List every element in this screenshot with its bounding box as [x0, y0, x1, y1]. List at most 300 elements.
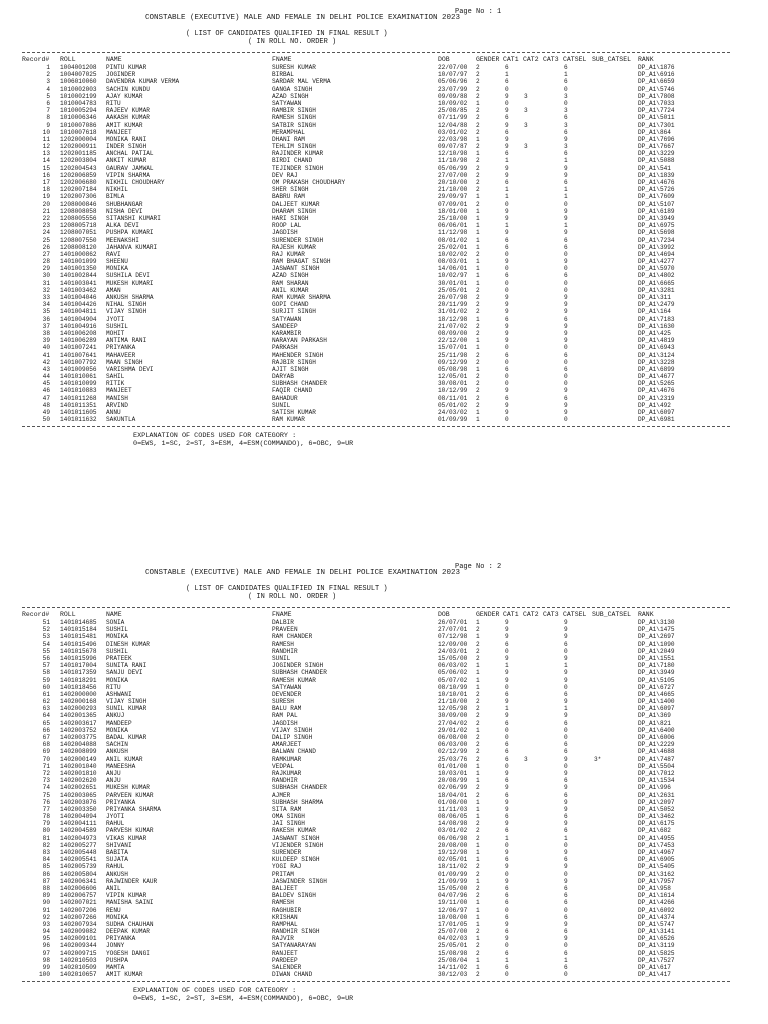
- table-row: [0, 921, 768, 928]
- cell-rank: DP_A1\1630: [638, 322, 675, 330]
- cell-name: JOGINDER: [106, 71, 136, 79]
- cell-father-name: OM PRAKASH CHOUDHARY: [272, 179, 346, 186]
- cell-father-name: VEDPAL: [272, 762, 294, 770]
- cell-father-name: RAM KUMAR: [272, 416, 305, 424]
- cell-father-name: OMA SINGH: [272, 813, 305, 821]
- cell-catsel: 3: [564, 143, 568, 151]
- cell-roll: 1402006606: [60, 884, 97, 892]
- cell-roll: 1401015481: [60, 633, 97, 641]
- cell-dob: 22/12/00: [438, 337, 468, 345]
- cell-name: RAJEEV KUMAR: [106, 107, 150, 115]
- cell-rank: DP_A1\1839: [638, 171, 675, 179]
- cell-name: BABITA: [106, 849, 128, 856]
- cell-record: 33: [42, 294, 50, 301]
- header-cat3: CAT3: [543, 56, 559, 63]
- cell-catsel: 0: [564, 358, 568, 366]
- cell-roll: 1402007934: [60, 920, 97, 928]
- cell-name: SACHIN KUNDU: [106, 85, 150, 93]
- cell-cat1: 9: [505, 107, 509, 115]
- cell-catsel: 6: [564, 748, 568, 756]
- cell-dob: 01/09/99: [438, 416, 468, 424]
- cell-catsel: 6: [564, 964, 568, 971]
- cell-cat1: 6: [505, 884, 509, 892]
- cell-cat1: 6: [505, 272, 509, 280]
- cell-father-name: DALBIR: [272, 619, 294, 626]
- cell-roll: 1208005556: [60, 214, 97, 222]
- cell-dob: 30/09/00: [438, 712, 468, 720]
- table-row: [0, 892, 768, 899]
- cell-name: SACHIN: [106, 741, 128, 749]
- cell-record: 4: [46, 85, 50, 93]
- cell-dob: 08/10/99: [438, 683, 468, 691]
- cell-rank: DP_A1\1400: [638, 698, 675, 706]
- cell-catsel: 0: [564, 279, 568, 287]
- table-row: [0, 669, 768, 676]
- cell-record: 3: [46, 78, 50, 86]
- cell-dob: 26/07/98: [438, 294, 468, 301]
- cell-rank: DP_A1\6916: [638, 71, 675, 79]
- cell-gender: 1: [476, 877, 480, 885]
- cell-record: 79: [42, 820, 50, 828]
- cell-roll: 1010006346: [60, 114, 97, 122]
- cell-roll: 1401018456: [60, 683, 97, 691]
- cell-roll: 1401015678: [60, 647, 97, 655]
- cell-record: 81: [42, 834, 50, 842]
- cell-catsel: 9: [564, 935, 568, 943]
- cell-dob: 10/02/97: [438, 272, 468, 280]
- cell-dob: 04/07/96: [438, 892, 468, 900]
- cell-cat1: 9: [505, 164, 509, 172]
- table-row: [0, 114, 768, 121]
- table-row: [0, 215, 768, 222]
- cell-catsel: 9: [564, 135, 568, 143]
- cell-dob: 04/02/03: [438, 935, 468, 943]
- cell-dob: 12/04/88: [438, 121, 468, 129]
- header-dob: DOB: [438, 56, 450, 63]
- table-row: [0, 373, 768, 380]
- cell-cat1: 9: [505, 308, 509, 316]
- cell-dob: 15/07/01: [438, 344, 468, 352]
- cell-name: MUKESH KUMARI: [106, 279, 154, 287]
- cell-father-name: SATISH KUMAR: [272, 409, 316, 416]
- cell-cat1: 9: [505, 207, 509, 215]
- table-row: [0, 352, 768, 359]
- cell-record: 86: [42, 870, 50, 878]
- cell-rank: DP_A1\2097: [638, 798, 675, 806]
- cell-name: MONIKA: [106, 676, 128, 684]
- cell-catsel: 6: [564, 64, 568, 71]
- cell-gender: 1: [476, 964, 480, 971]
- cell-gender: 1: [476, 849, 480, 856]
- cell-gender: 1: [476, 726, 480, 734]
- table-row: [0, 691, 768, 698]
- cell-catsel: 6: [564, 777, 568, 785]
- footer-divider: [22, 426, 730, 427]
- table-row: [0, 316, 768, 323]
- cell-rank: DP_A1\3124: [638, 351, 675, 359]
- cell-gender: 1: [476, 956, 480, 964]
- cell-record: 23: [42, 222, 50, 230]
- cell-cat1: 9: [505, 171, 509, 179]
- cell-record: 75: [42, 791, 50, 799]
- cell-roll: 1402009715: [60, 949, 97, 957]
- cell-roll: 1402005277: [60, 841, 97, 849]
- cell-record: 44: [42, 373, 50, 381]
- cell-rank: DP_A1\4665: [638, 690, 675, 698]
- cell-catsel: 9: [564, 920, 568, 928]
- cell-gender: 1: [476, 683, 480, 691]
- cell-catsel: 0: [564, 841, 568, 849]
- cell-cat1: 1: [505, 193, 509, 201]
- cell-roll: 1401017004: [60, 662, 97, 670]
- cell-father-name: RAJVIR: [272, 935, 294, 943]
- cell-gender: 2: [476, 971, 480, 979]
- cell-gender: 2: [476, 164, 480, 172]
- cell-cat2: 3: [524, 92, 528, 100]
- cell-gender: 2: [476, 121, 480, 129]
- cell-roll: 1402005804: [60, 870, 97, 878]
- cell-gender: 1: [476, 279, 480, 287]
- cell-record: 73: [42, 777, 50, 785]
- header-name: NAME: [106, 56, 122, 63]
- cell-father-name: VIJENDER SINGH: [272, 841, 324, 849]
- cell-record: 19: [42, 193, 50, 201]
- cell-name: SANJU DEVI: [106, 669, 143, 677]
- cell-gender: 2: [476, 186, 480, 194]
- cell-dob: 05/07/02: [438, 676, 468, 684]
- cell-name: MONIKA RANI: [106, 135, 147, 143]
- cell-cat1: 0: [505, 200, 509, 208]
- cell-rank: DP_A1\4677: [638, 373, 675, 381]
- cell-dob: 01/01/00: [438, 762, 468, 770]
- table-row: [0, 770, 768, 777]
- exam-title: CONSTABLE (EXECUTIVE) MALE AND FEMALE IN DELHI POLICE EXAMINATION 2023: [145, 14, 461, 22]
- cell-roll: 1202007184: [60, 186, 97, 194]
- cell-catsel: 9: [564, 877, 568, 885]
- cell-gender: 2: [476, 892, 480, 900]
- cell-rank: DP_A1\3229: [638, 150, 675, 158]
- cell-father-name: JASWANT SINGH: [272, 834, 320, 842]
- table-row: [0, 655, 768, 662]
- cell-gender: 1: [476, 214, 480, 222]
- cell-dob: 01/09/99: [438, 870, 468, 878]
- cell-gender: 2: [476, 286, 480, 294]
- cell-catsel: 1: [564, 956, 568, 964]
- cell-roll: 1401011605: [60, 409, 97, 416]
- cell-cat1: 9: [505, 322, 509, 330]
- cell-roll: 1402005541: [60, 856, 97, 864]
- cell-name: ARVIND: [106, 401, 128, 409]
- cell-cat1: 6: [505, 748, 509, 756]
- cell-gender: 1: [476, 236, 480, 244]
- cell-father-name: AJIT SINGH: [272, 365, 309, 373]
- cell-rank: DP_A1\164: [638, 308, 671, 316]
- cell-cat1: 6: [505, 365, 509, 373]
- cell-cat1: 9: [505, 698, 509, 706]
- cell-name: MONIKA: [106, 726, 128, 734]
- cell-catsel: 6: [564, 272, 568, 280]
- cell-roll: 1402003752: [60, 726, 97, 734]
- cell-father-name: RANJEET: [272, 949, 298, 957]
- cell-catsel: 9: [564, 387, 568, 395]
- cell-record: 99: [42, 964, 50, 971]
- table-row: [0, 777, 768, 784]
- cell-cat1: 0: [505, 286, 509, 294]
- cell-father-name: RAM PAL: [272, 712, 298, 720]
- cell-cat1: 9: [505, 769, 509, 777]
- cell-gender: 2: [476, 705, 480, 713]
- cell-father-name: BALDEV SINGH: [272, 892, 316, 900]
- cell-catsel: 9: [564, 619, 568, 626]
- cell-name: ANKUSH: [106, 870, 128, 878]
- cell-rank: DP_A1\7487: [638, 755, 675, 763]
- cell-dob: 07/11/99: [438, 114, 468, 122]
- cell-catsel: 6: [564, 856, 568, 864]
- table-row: [0, 129, 768, 136]
- header-sub-catsel: SUB_CATSEL: [592, 611, 632, 618]
- cell-rank: DP_A1\4266: [638, 899, 675, 907]
- cell-rank: DP_A1\6189: [638, 207, 675, 215]
- cell-roll: 1401011632: [60, 416, 97, 424]
- cell-dob: 11/12/98: [438, 229, 468, 237]
- cell-rank: DP_A1\4967: [638, 849, 675, 856]
- cell-roll: 1402004088: [60, 741, 97, 749]
- cell-rank: DP_A1\7180: [638, 662, 675, 670]
- cell-rank: DP_A1\7724: [638, 107, 675, 115]
- cell-dob: 20/08/99: [438, 777, 468, 785]
- cell-gender: 2: [476, 308, 480, 316]
- cell-cat1: 0: [505, 85, 509, 93]
- cell-gender: 1: [476, 135, 480, 143]
- cell-dob: 14/08/98: [438, 820, 468, 828]
- cell-record: 6: [46, 99, 50, 107]
- cell-name: ANKIT KUMAR: [106, 157, 147, 165]
- header-gender: GENDER: [476, 56, 500, 63]
- table-row: [0, 86, 768, 93]
- table-row: [0, 280, 768, 287]
- cell-name: DAVENDRA KUMAR VERMA: [106, 78, 180, 86]
- cell-gender: 2: [476, 358, 480, 366]
- cell-catsel: 9: [564, 308, 568, 316]
- cell-rank: DP_A1\3949: [638, 669, 675, 677]
- cell-gender: 1: [476, 676, 480, 684]
- table-row: [0, 971, 768, 978]
- cell-gender: 1: [476, 207, 480, 215]
- cell-cat1: 9: [505, 626, 509, 634]
- cell-father-name: BIRBAL: [272, 71, 294, 79]
- cell-rank: DP_A1\1876: [638, 64, 675, 71]
- cell-cat1: 9: [505, 712, 509, 720]
- cell-record: 10: [42, 128, 50, 136]
- cell-name: JYOTI: [106, 813, 125, 821]
- cell-cat1: 9: [505, 669, 509, 677]
- cell-father-name: MERAMPHAL: [272, 128, 305, 136]
- table-row: [0, 287, 768, 294]
- cell-name: MONIKA: [106, 265, 128, 273]
- cell-catsel: 0: [564, 971, 568, 979]
- table-row: [0, 806, 768, 813]
- explanation-title: EXPLANATION OF CODES USED FOR CATEGORY :: [133, 432, 297, 440]
- cell-name: NISHA DEVI: [106, 207, 143, 215]
- table-row: [0, 380, 768, 387]
- table-row: [0, 792, 768, 799]
- cell-name: JONNY: [106, 942, 125, 950]
- cell-rank: DP_A1\2697: [638, 633, 675, 641]
- cell-rank: DP_A1\6727: [638, 683, 675, 691]
- cell-rank: DP_A1\3228: [638, 358, 675, 366]
- cell-father-name: JAI SINGH: [272, 820, 305, 828]
- cell-name: ANKUSH SHARMA: [106, 294, 154, 301]
- table-row: [0, 222, 768, 229]
- cell-dob: 10/07/97: [438, 71, 468, 79]
- cell-roll: 1402001810: [60, 769, 97, 777]
- cell-roll: 1402007021: [60, 899, 97, 907]
- cell-rank: DP_A1\2049: [638, 647, 675, 655]
- table-row: [0, 727, 768, 734]
- cell-name: ANIL KUMAR: [106, 755, 143, 763]
- cell-catsel: 6: [564, 899, 568, 907]
- cell-roll: 1402000168: [60, 698, 97, 706]
- cell-roll: 1401017359: [60, 669, 97, 677]
- cell-gender: 2: [476, 942, 480, 950]
- cell-rank: DP_A1\3949: [638, 214, 675, 222]
- header-divider: [22, 52, 730, 53]
- cell-catsel: 9: [564, 164, 568, 172]
- cell-father-name: HARI SINGH: [272, 214, 309, 222]
- cell-cat1: 0: [505, 99, 509, 107]
- cell-cat1: 9: [505, 784, 509, 792]
- cell-catsel: 6: [564, 365, 568, 373]
- cell-gender: 2: [476, 107, 480, 115]
- cell-cat1: 1: [505, 157, 509, 165]
- cell-record: 96: [42, 942, 50, 950]
- cell-rank: DP_A1\6981: [638, 416, 675, 424]
- cell-name: YOGESH DANGI: [106, 949, 150, 957]
- table-row: [0, 193, 768, 200]
- cell-father-name: SUNIL: [272, 654, 291, 662]
- cell-father-name: ROOP LAL: [272, 222, 302, 230]
- cell-record: 100: [39, 971, 50, 979]
- cell-cat1: 6: [505, 856, 509, 864]
- cell-gender: 2: [476, 784, 480, 792]
- cell-name: MONIKA: [106, 633, 128, 641]
- cell-dob: 21/10/00: [438, 698, 468, 706]
- cell-gender: 2: [476, 92, 480, 100]
- cell-record: 77: [42, 805, 50, 813]
- cell-father-name: JASWINDER SINGH: [272, 877, 327, 885]
- cell-name: MEENAKSHI: [106, 236, 139, 244]
- cell-name: JAHANVA KUMARI: [106, 243, 158, 251]
- cell-dob: 30/12/03: [438, 971, 468, 979]
- cell-record: 26: [42, 243, 50, 251]
- cell-dob: 08/06/05: [438, 813, 468, 821]
- cell-cat1: 6: [505, 114, 509, 122]
- cell-dob: 10/02/02: [438, 250, 468, 258]
- cell-rank: DP_A1\6006: [638, 734, 675, 741]
- cell-name: MAHAVEER: [106, 351, 136, 359]
- cell-gender: 1: [476, 258, 480, 266]
- cell-cat1: 0: [505, 380, 509, 388]
- cell-father-name: RAMKUMAR: [272, 755, 302, 763]
- cell-record: 9: [46, 121, 50, 129]
- cell-rank: DP_A1\5011: [638, 114, 675, 122]
- cell-catsel: 6: [564, 236, 568, 244]
- cell-name: RENU: [106, 906, 121, 914]
- cell-cat1: 9: [505, 401, 509, 409]
- cell-cat1: 9: [505, 301, 509, 309]
- cell-roll: 1401007641: [60, 351, 97, 359]
- cell-name: NIKHIL CHOUDHARY: [106, 179, 165, 186]
- cell-record: 34: [42, 301, 50, 309]
- cell-dob: 24/03/02: [438, 409, 468, 416]
- cell-dob: 21/10/00: [438, 186, 468, 194]
- cell-name: VIJAY SINGH: [106, 308, 147, 316]
- cell-father-name: RAGHUBIR: [272, 906, 302, 914]
- cell-name: MANJEET: [106, 387, 132, 395]
- list-subtitle: ( LIST OF CANDIDATES QUALIFIED IN FINAL RESULT ): [186, 30, 388, 38]
- cell-roll: 1401003462: [60, 286, 97, 294]
- cell-father-name: YOGI RAJ: [272, 863, 302, 871]
- cell-father-name: PARKASH: [272, 344, 298, 352]
- cell-record: 56: [42, 654, 50, 662]
- cell-father-name: SUBHASH CHANDER: [272, 784, 327, 792]
- table-row: [0, 849, 768, 856]
- cell-name: INDER SINGH: [106, 143, 147, 151]
- cell-father-name: BALWAN CHAND: [272, 748, 316, 756]
- cell-dob: 10/12/99: [438, 387, 468, 395]
- cell-dob: 08/11/01: [438, 394, 468, 402]
- table-row: [0, 395, 768, 402]
- cell-name: MAAN SINGH: [106, 358, 143, 366]
- cell-gender: 1: [476, 265, 480, 273]
- cell-dob: 21/07/02: [438, 322, 468, 330]
- cell-roll: 1401001350: [60, 265, 97, 273]
- cell-record: 92: [42, 913, 50, 921]
- cell-record: 27: [42, 250, 50, 258]
- cell-gender: 2: [476, 626, 480, 634]
- cell-dob: 27/07/01: [438, 626, 468, 634]
- header-roll: ROLL: [60, 56, 76, 63]
- table-row: [0, 842, 768, 849]
- cell-cat1: 9: [505, 877, 509, 885]
- cell-roll: 1208007051: [60, 229, 97, 237]
- column-headers: [0, 56, 768, 64]
- cell-name: DEEPAK KUMAR: [106, 928, 150, 936]
- cell-roll: 1402003350: [60, 805, 97, 813]
- cell-catsel: 6: [564, 690, 568, 698]
- cell-gender: 2: [476, 322, 480, 330]
- cell-dob: 06/03/02: [438, 662, 468, 670]
- cell-gender: 1: [476, 813, 480, 821]
- cell-cat1: 0: [505, 734, 509, 741]
- cell-roll: 1402009344: [60, 942, 97, 950]
- cell-rank: DP_A1\5107: [638, 200, 675, 208]
- cell-name: RITU: [106, 99, 121, 107]
- cell-cat1: 6: [505, 640, 509, 648]
- cell-name: SAKUNTLA: [106, 416, 136, 424]
- cell-catsel: 9: [564, 712, 568, 720]
- header-divider: [22, 607, 730, 608]
- cell-dob: 26/07/01: [438, 619, 468, 626]
- cell-dob: 12/05/01: [438, 373, 468, 381]
- cell-dob: 15/05/00: [438, 654, 468, 662]
- cell-catsel: 9: [564, 805, 568, 813]
- cell-roll: 1401009056: [60, 365, 97, 373]
- cell-catsel: 6: [564, 150, 568, 158]
- cell-father-name: DIWAN CHAND: [272, 971, 313, 979]
- cell-rank: DP_A1\2631: [638, 791, 675, 799]
- cell-dob: 22/07/00: [438, 64, 468, 71]
